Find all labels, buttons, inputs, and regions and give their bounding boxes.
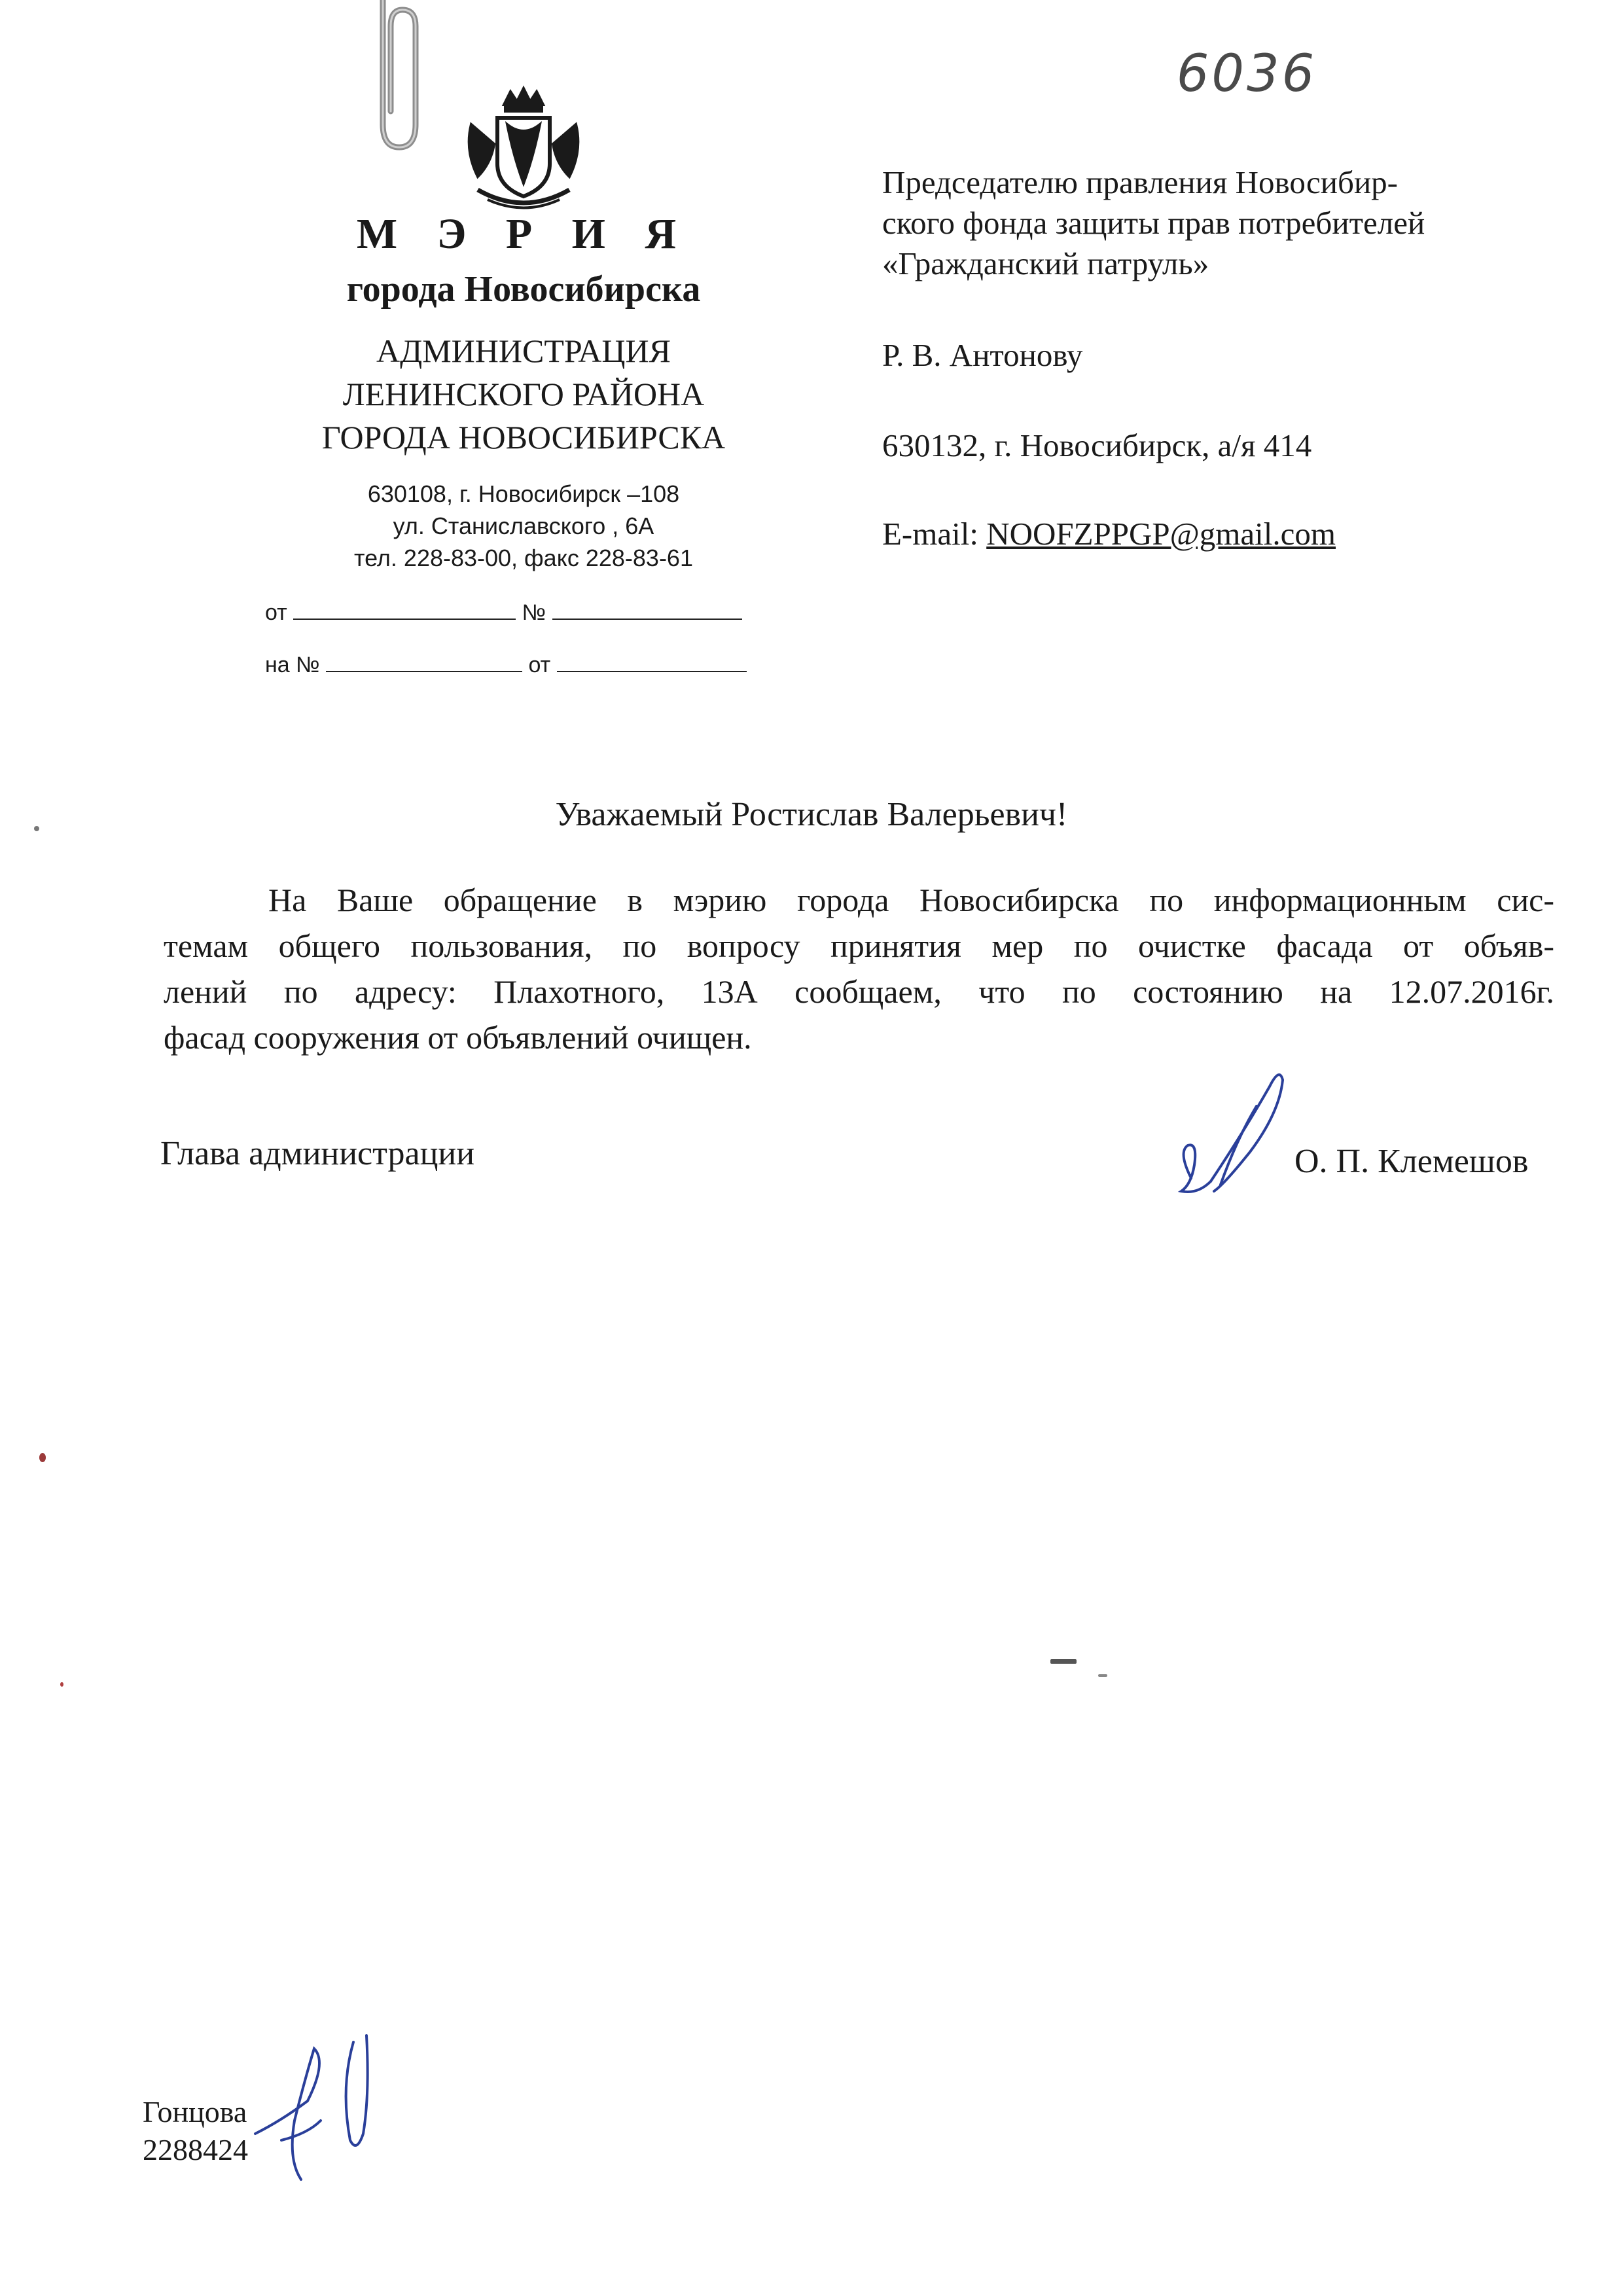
letter-body-line: фасад сооружения от объявлений очищен. [164, 1019, 752, 1056]
executor-name: Гонцова [143, 2095, 247, 2128]
sender-city-title: города Новосибирска [346, 269, 701, 310]
reg-number-blank [552, 599, 742, 620]
scan-speck [1098, 1674, 1107, 1677]
recipient-name: Р. В. Антонову [882, 337, 1083, 373]
recipient-line: «Гражданский патруль» [882, 245, 1209, 281]
reg-date2-blank [557, 651, 747, 672]
recipient-line: ского фонда защиты прав потребителей [882, 205, 1425, 241]
recipient-email-line [882, 514, 1336, 554]
scan-speck [60, 1682, 63, 1687]
reg-from-label: от [265, 600, 287, 625]
reg-date-blank [293, 599, 516, 620]
sender-admin-line: АДМИНИСТРАЦИЯ [376, 332, 671, 369]
reg-on-number-label: на № [265, 653, 320, 677]
letter-body-line: лений по адресу: Плахотного, 13А сообщаем, что по состоянию на 12.07.2016г. [164, 973, 1554, 1010]
sender-admin-line: ЛЕНИНСКОГО РАЙОНА [342, 376, 705, 412]
handwritten-registration-number: 6036 [1176, 45, 1317, 103]
email-label: E-mail: [882, 516, 987, 552]
scan-speck [39, 1453, 46, 1462]
signer-title: Глава администрации [160, 1135, 475, 1172]
reg-on-number-blank [326, 651, 522, 672]
registration-row-incoming [265, 651, 747, 678]
letter-greeting: Уважаемый Ростислав Валерьевич! [555, 796, 1068, 833]
registration-row-outgoing [265, 599, 742, 626]
letter-body-line: темам общего пользования, по вопросу принятия мер по очистке фасада от объяв- [164, 927, 1554, 964]
scan-speck [34, 826, 39, 831]
sender-address-line: ул. Станиславского , 6А [393, 512, 654, 539]
executor-phone: 2288424 [143, 2133, 248, 2166]
letter-body-line: На Ваше обращение в мэрию города Новосибирска по информационным сис- [268, 882, 1554, 918]
scan-speck [1050, 1659, 1077, 1664]
sender-phone-line: тел. 228-83-00, факс 228-83-61 [354, 545, 693, 571]
novosibirsk-coat-of-arms-icon [458, 85, 589, 216]
signer-name: О. П. Клемешов [1294, 1143, 1529, 1180]
executor-signature-icon [242, 2022, 412, 2193]
sender-mer-title: М Э Р И Я [356, 210, 691, 258]
reg-from2-label: от [528, 653, 551, 677]
email-link[interactable]: NOOFZPPGP@gmail.com [986, 516, 1336, 552]
recipient-line: Председателю правления Новосибир- [882, 164, 1398, 200]
paperclip-icon [363, 0, 435, 157]
recipient-address: 630132, г. Новосибирск, а/я 414 [882, 427, 1312, 463]
sender-admin-line: ГОРОДА НОВОСИБИРСКА [321, 419, 726, 456]
sender-address-line: 630108, г. Новосибирск –108 [367, 480, 680, 507]
reg-number-label: № [522, 600, 546, 625]
signature-icon [1152, 1060, 1322, 1211]
